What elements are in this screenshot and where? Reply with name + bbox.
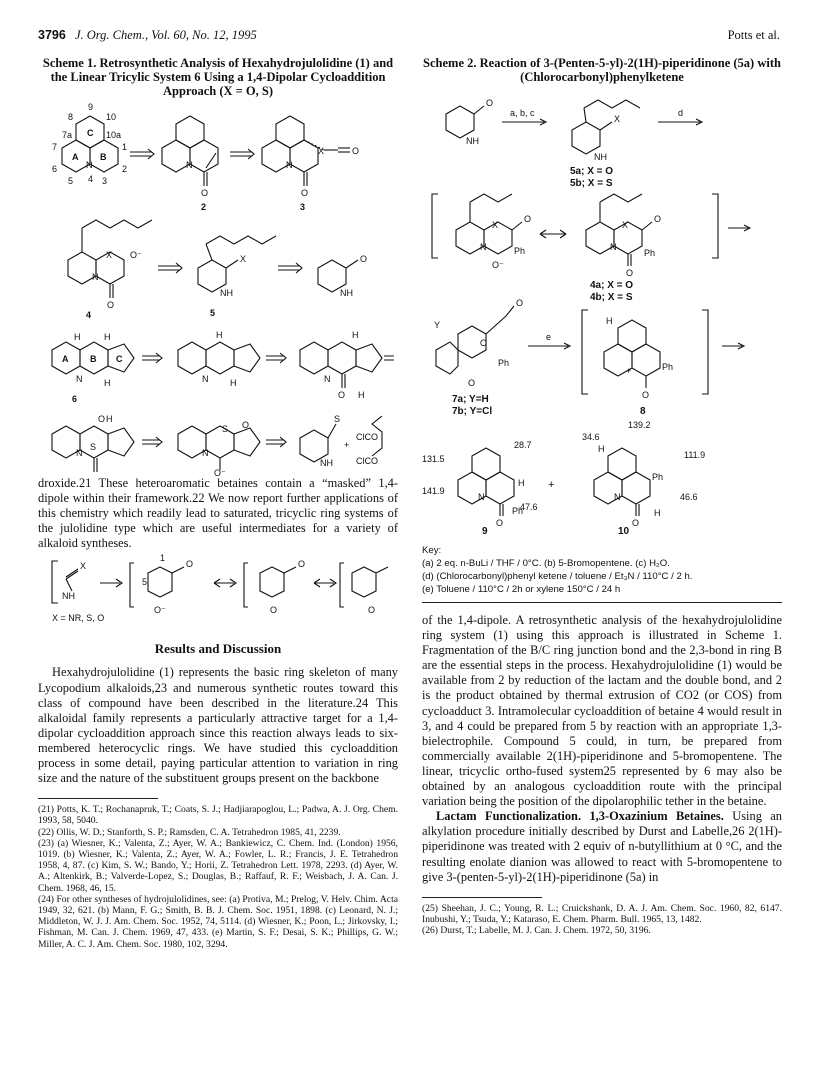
key-line-d: (d) (Chlorocarbonyl)phenyl ketene / toluene / Et₃N / 110°C / 2 h. [422, 571, 693, 582]
retro-arrow [142, 437, 162, 447]
locant-5: 5 [68, 176, 74, 186]
nh-group: NH [594, 152, 607, 162]
compound-5-label: 5 [210, 308, 216, 318]
heteroatom-x: X [240, 254, 247, 264]
resonance-bracket [432, 194, 718, 258]
svg-text:O: O [298, 559, 306, 570]
key-line-a: (a) 2 eq. n-BuLi / THF / 0°C. (b) 5-Bromopentene. (c) H₂O. [422, 558, 670, 569]
oxygen-atom: O [516, 298, 524, 308]
lactam-tricycle-structure [300, 330, 382, 400]
acyl-chloride: ClCO [356, 432, 378, 442]
nh-group: NH [320, 458, 333, 468]
left-column [38, 56, 398, 950]
nitrogen-atom: N [610, 242, 617, 252]
footnote-26: (26) Durst, T.; Labelle, M. J. Can. J. Chem. 1972, 50, 3196. [422, 925, 651, 937]
hydrogen-atom: H [216, 330, 223, 340]
oxygen-atom: O [107, 300, 115, 310]
hydrogen-atom: H [74, 332, 81, 342]
hydrogen-atom: H [598, 444, 605, 454]
heteroatom-x: X [318, 146, 325, 156]
locant-3: 3 [102, 176, 108, 186]
compound-1-structure [52, 102, 127, 186]
svg-text:1: 1 [160, 553, 166, 564]
running-authors: Potts et al. [727, 28, 780, 42]
substituent-y: Y [434, 320, 441, 330]
ring-c-label: C [116, 354, 123, 364]
x-definition: X = NR, S, O [52, 613, 105, 624]
dipole-equation [38, 551, 398, 629]
lactam-paragraph [422, 809, 782, 884]
ring-a-label: A [62, 354, 69, 364]
ring-b-label: B [100, 152, 107, 162]
hydrogen-atom: H [606, 316, 613, 326]
oxide-anion: O⁻ [130, 250, 142, 260]
hydrogen-atom: H [104, 378, 111, 388]
oxygen-atom: O [626, 268, 634, 278]
hydrogen-atom: H [230, 378, 237, 388]
scheme-rule [422, 602, 782, 603]
shift-131-5: 131.5 [422, 454, 445, 464]
oxygen-atom: O [242, 420, 250, 430]
cycloadduct-7-structure [434, 298, 523, 388]
betaine-4-left [456, 194, 531, 270]
footnote-24: (24) For other syntheses of hydrojulolidines, see: (a) Protiva, M.; Prelog, V. Helv. Chim. Acta 1949, 32, 621. (b) Mann, F. G.; Smith, B. B. J. Chem. Soc. 1951, 1898. (c) Leonard, N. J.; Middleton, W. J. J. Am. Chem. Soc. 1952, 74, 5114. (d) Wiesner, K.; Poon, L.; Jirkovsky, I.; Fishman, M. Can. J. Chem. 1969, 47, 433. (e) Martin, S. F.; Desai, S. K.; Phillips, G. W.; Miller, A. C. J. Am. Chem. Soc. 1980, 102, 3294. [38, 893, 398, 950]
compound-8-label: 8 [640, 406, 646, 417]
oxide-anion: O⁻ [492, 260, 504, 270]
reagent-d: d [678, 108, 684, 118]
betaine-4-right [586, 194, 661, 278]
intermediate-bracket [582, 310, 708, 394]
thio-cycloadduct-structure [52, 414, 134, 472]
phenyl-group: Ph [652, 472, 664, 482]
oxygen-atom: O [98, 414, 106, 424]
hydrogen-atom: H [654, 508, 661, 518]
oxygen-atom: O [301, 188, 309, 198]
plus-sign: + [548, 479, 555, 491]
phenyl-group: Ph [514, 246, 526, 256]
reaction-arrow [722, 343, 744, 349]
ring-c-label: C [87, 128, 94, 138]
oxygen-atom: O [468, 378, 476, 388]
nitrogen-atom: N [76, 374, 83, 384]
nitrogen-atom: N [76, 448, 83, 458]
scheme1-figure [38, 98, 398, 476]
svg-text:X: X [80, 561, 87, 572]
intro-paragraph: droxide.21 These heteroaromatic betaines contain a “masked” 1,4-dipole within their framework.22 We now report further applications of this chemistry which readily lead to saturated, tricyclic ring systems of the julolidine type which are useful intermediates for a variety of alkaloid syntheses. [38, 476, 398, 551]
oxygen-atom: O [642, 390, 650, 400]
scheme2-figure [422, 84, 782, 526]
heteroatom-x: X [614, 114, 621, 124]
reagents-abc: a, b, c [510, 108, 535, 118]
shift-46-6: 46.6 [680, 492, 698, 502]
locant-7: 7 [52, 142, 58, 152]
shift-139-2: 139.2 [628, 420, 651, 430]
retrosynthesis-paragraph: of the 1,4-dipole. A retrosynthetic analysis of the hexahydrojulolidine ring system (1) using this approach is illustrated in Scheme 1. Fragmentation of the B/C ring junction bond and the 2,3-bond in ring B are the essential steps in the process. Hexahydrojulolidine (1) would be available from 2 by reduction of the lactam and the double bond, and 2 is the product obtained by thermal extrusion of CO2 (or COS) from cycloadduct 3. Intramolecular cycloaddition of betaine 4 would result in 3, and 4 could be prepared from 5 by reaction with an appropriate 1,3-bielectrophile. Compound 5 could, in turn, be prepared from commercially available 2(1H)-piperidinone and 5-bromopentene. The linear, tricyclic ortho-fused system25 represented by 6 may also be obtained by an analogous cycloaddition route with the principal variation being the position of the dipolarophilic tether in the betaine. [422, 613, 782, 809]
compound-9-label: 9 [482, 526, 488, 537]
reaction-arrow [728, 225, 750, 231]
nitrogen-atom: N [478, 492, 485, 502]
page-number: 3796 [38, 28, 66, 42]
compound-4a-label: 4a; X = O [590, 280, 634, 291]
shift-141-9: 141.9 [422, 486, 445, 496]
compound-3-label: 3 [300, 202, 306, 212]
locant-7a: 7a [62, 130, 73, 140]
scheme2-title: Scheme 2. Reaction of 3-(Penten-5-yl)-2(1H)-piperidinone (5a) with (Chlorocarbonyl)phenylketene [423, 56, 781, 84]
retro-arrow [266, 437, 286, 447]
resonance-arrow [540, 230, 566, 238]
shift-34-6: 34.6 [582, 432, 600, 442]
heteroatom-x: X [492, 220, 499, 230]
shift-28-7: 28.7 [514, 440, 532, 450]
locant-1: 1 [122, 142, 128, 152]
svg-text:O: O [186, 559, 194, 570]
oxygen-atom: O [524, 214, 532, 224]
oxygen-atom: O [338, 390, 346, 400]
reaction-arrow [502, 119, 546, 125]
locant-8: 8 [68, 112, 74, 122]
oxygen-atom: O [632, 518, 640, 526]
locant-6: 6 [52, 164, 58, 174]
journal-citation: J. Org. Chem., Vol. 60, No. 12, 1995 [74, 28, 257, 42]
ring-b-label: B [90, 354, 97, 364]
svg-text:NH: NH [62, 591, 75, 602]
svg-text:O: O [368, 605, 376, 616]
nitrogen-atom: N [92, 272, 99, 282]
compound-4-label: 4 [86, 310, 92, 320]
compound-2-structure [162, 116, 218, 212]
reagent-e: e [546, 332, 552, 342]
oxygen-atom: O [352, 146, 360, 156]
footnote-25: (25) Sheehan, J. C.; Young, R. L.; Cruickshank, D. A. J. Am. Chem. Soc. 1960, 82, 6147. Inubushi, Y.; Tsuda, Y.; Kataraso, E. Chem. Pharm. Bull. 1965, 13, 1482. [422, 902, 782, 925]
right-column [422, 56, 782, 936]
retro-arrow [230, 149, 254, 159]
compound-5b-label: 5b; X = S [570, 178, 613, 189]
piperidinone-ring [446, 106, 474, 138]
locant-10: 10 [106, 112, 117, 122]
nitrogen-atom: N [324, 374, 331, 384]
compound-10-label: 10 [618, 526, 630, 537]
product-10-structure [582, 420, 705, 526]
compound-6-structure [52, 332, 134, 404]
results-paragraph: Hexahydrojulolidine (1) represents the basic ring skeleton of many Lycopodium alkaloids,23 and numerous synthetic routes toward this class of compound have been described in the literature.24 This alkaloidal family represents a particularly attractive target for a 1,4-dipolar cycloaddition approach since this reaction always leads to six-membered heterocyclic rings. We have studied this cycloaddition process in some detail, paying particular attention to variation in ring size and the nature of the substituent groups present on the backbone [38, 665, 398, 786]
nitrogen-atom: N [186, 160, 193, 170]
oxygen-atom: O [654, 214, 662, 224]
compound-5-structure [198, 236, 276, 318]
ring-a-label: A [72, 152, 79, 162]
locant-4: 4 [88, 174, 94, 184]
svg-text:5: 5 [142, 577, 148, 588]
phenyl-group: Ph [644, 248, 656, 258]
footnote-rule [422, 897, 542, 898]
heteroatom-x: X [622, 220, 629, 230]
sulfur-atom: S [90, 442, 97, 452]
shift-47-6: 47.6 [520, 502, 538, 512]
lactam-text: Using an alkylation procedure initially described by Durst and Labelle,26 2(1H)-piperidinone was treated with 2 equiv of n-butyllithium at 0 °C, and the resulting enolate dianion was allowed to react with 5-bromopentene to give 3-(penten-5-yl)-2(1H)-piperidinone (5a) in [422, 809, 782, 884]
thiolactam-structure [300, 414, 382, 468]
plus-sign: + [344, 440, 350, 450]
compound-7b-label: 7b; Y=Cl [452, 406, 493, 417]
shift-111-9: 111.9 [684, 450, 706, 460]
nitrogen-atom: N [286, 160, 293, 170]
scheme1-title: Scheme 1. Retrosynthetic Analysis of Hexahydrojulolidine (1) and the Linear Tricylic System 6 Using a 1,4-Dipolar Cycloaddition Approach (X = O, S) [42, 56, 394, 98]
intermediate-8-structure [604, 316, 673, 400]
phenyl-group: Ph [662, 362, 674, 372]
compound-5-structure [572, 100, 640, 162]
hydrogen-atom: H [518, 478, 525, 488]
retro-arrow [142, 353, 162, 363]
piperidinone-structure [318, 254, 367, 298]
retro-arrow [130, 149, 154, 159]
heteroatom-x: X [106, 250, 113, 260]
thio-betaine-structure [178, 420, 260, 476]
hydrogen-atom: H [104, 332, 111, 342]
retro-arrow [266, 353, 286, 363]
nitrogen-atom: N [86, 160, 93, 170]
compound-4-structure [68, 220, 152, 320]
compound-4b-label: 4b; X = S [590, 292, 633, 303]
nitrogen-atom: N [614, 492, 621, 502]
key-line-e: (e) Toluene / 110°C / 2h or xylene 150°C / 24 h [422, 584, 621, 595]
retro-arrow [158, 263, 182, 273]
phenyl-group: Ph [498, 358, 510, 368]
oxygen-atom: O [360, 254, 368, 264]
oxygen-atom: O [496, 518, 504, 526]
compound-5a-label: 5a; X = O [570, 166, 614, 177]
subheading: Lactam Functionalization. 1,3-Oxazinium Betaines. [436, 809, 724, 824]
sulfur-atom: S [334, 414, 341, 424]
product-9-structure [422, 440, 538, 526]
oxygen-atom: O [201, 188, 209, 198]
positive-charge: + [626, 366, 632, 376]
compound-6-label: 6 [72, 394, 78, 404]
nh-group: NH [466, 136, 479, 146]
nitrogen-atom: N [202, 374, 209, 384]
svg-text:O⁻: O⁻ [154, 605, 166, 616]
reagent-key [422, 544, 782, 596]
nitrogen-atom: N [202, 448, 209, 458]
compound-2-label: 2 [201, 202, 207, 212]
oxygen-atom: O [480, 338, 488, 348]
compound-7a-label: 7a; Y=H [452, 394, 489, 405]
phenyl-group: Ph [512, 506, 524, 516]
locant-9: 9 [88, 102, 94, 112]
section-heading: Results and Discussion [154, 641, 282, 657]
reaction-arrow [528, 343, 570, 349]
footnote-23: (23) (a) Wiesner, K.; Valenta, Z.; Ayer, W. A.; Bankiewicz, C. Chem. Ind. (London) 1956, 1019. (b) Wiesner, K.; Valenta, Z.; Ayer, W. A.; Fowler, L. R.; Francis, J. E. Tetrahedron 1958, 4, 87. (c) Kim, S. W.; Bando, Y.; Horii, Z. Tetrahedron Lett. 1978, 2293. (d) Ayer, W. A.; Altenkirk, B.; Valverde-Lopez, S.; Douglas, B.; Raffauf, R. F.; Weisbach, J. A. Can. J. Chem. 1968, 46, 15. [38, 837, 398, 894]
key-title: Key: [422, 545, 442, 556]
compound-3-structure [262, 116, 359, 212]
unsaturated-tricycle-structure [178, 330, 260, 388]
footnote-21: (21) Potts, K. T.; Rochanapruk, T.; Coats, S. J.; Hadjiarapoglou, L.; Padwa, A. J. Org. Chem. 1993, 58, 5040. [38, 804, 398, 827]
locant-2: 2 [122, 164, 128, 174]
footnote-22: (22) Ollis, W. D.; Stanforth, S. P.; Ramsden, C. A. Tetrahedron 1985, 41, 2239. [38, 826, 341, 838]
reaction-arrow [658, 119, 702, 125]
running-header [38, 28, 257, 43]
nitrogen-atom: N [480, 242, 487, 252]
sulfur-atom: S [222, 424, 229, 434]
acyl-chloride: ClCO [356, 456, 378, 466]
locant-10a: 10a [106, 130, 122, 140]
hydrogen-atom: H [352, 330, 359, 340]
footnote-rule [38, 798, 158, 799]
oxygen-atom: O [486, 98, 494, 108]
nh-group: NH [220, 288, 233, 298]
nh-group: NH [340, 288, 353, 298]
retro-arrow [278, 263, 302, 273]
hydrogen-atom: H [358, 390, 365, 400]
hydrogen-atom: H [106, 414, 113, 424]
svg-text:O: O [270, 605, 278, 616]
oxide-anion: O⁻ [214, 468, 226, 476]
